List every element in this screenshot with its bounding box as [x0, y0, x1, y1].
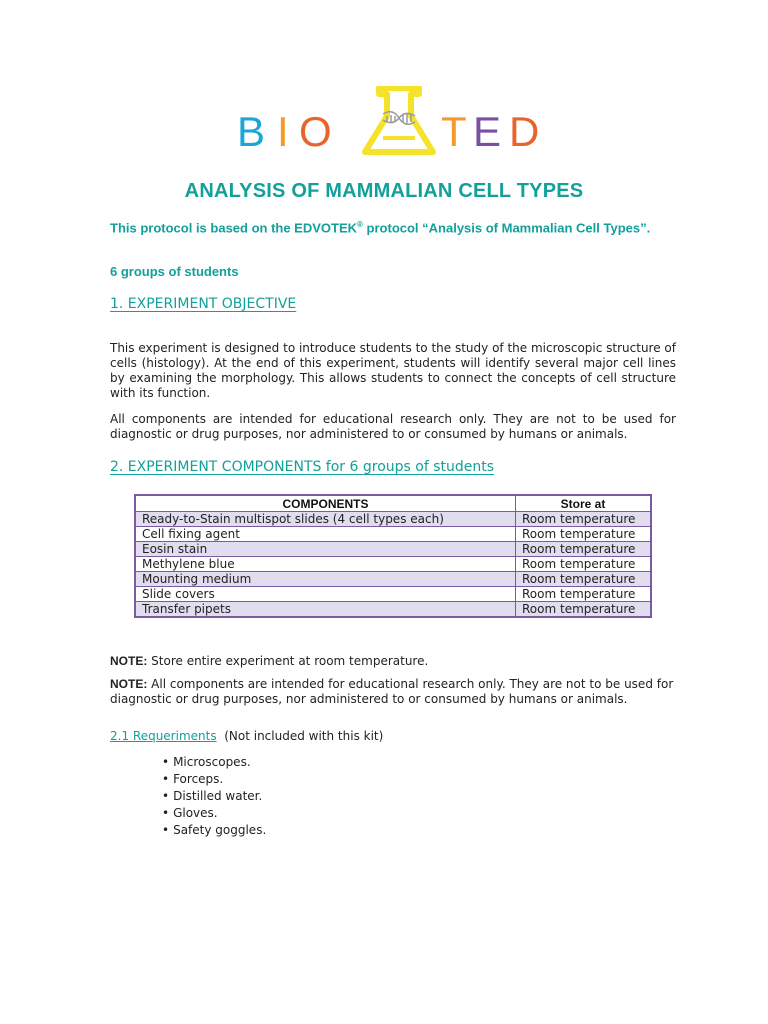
list-item: • Forceps.	[162, 771, 266, 788]
table-row	[135, 557, 651, 572]
requirements-suffix: (Not included with this kit)	[216, 729, 384, 743]
component-cell: Methylene blue	[135, 557, 516, 572]
objective-paragraph-1: This experiment is designed to introduce students to the study of the microscopic structure of cells (histology). At the end of this experiment, students will identify several major cell lines by examining the morphology. This allows students to connect the concepts of cell structure with its function.	[110, 341, 676, 400]
intro-text	[110, 216, 678, 236]
component-cell: Transfer pipets	[135, 602, 516, 618]
logo-letter-i: I	[277, 108, 289, 155]
component-cell: Mounting medium	[135, 572, 516, 587]
component-cell: Slide covers	[135, 587, 516, 602]
component-cell: Cell fixing agent	[135, 527, 516, 542]
column-header-components: COMPONENTS	[135, 495, 516, 512]
store-at-cell: Room temperature	[516, 542, 652, 557]
note-label: NOTE:	[110, 677, 148, 691]
table-row	[135, 512, 651, 527]
requirements-link[interactable]: 2.1 Requeriments	[110, 729, 217, 743]
logo-letter-d: D	[509, 108, 540, 155]
requirements-line	[110, 729, 383, 743]
list-item: • Safety goggles.	[162, 822, 266, 839]
registered-mark: ®	[357, 220, 363, 229]
table-row	[135, 587, 651, 602]
requirements-list	[162, 754, 266, 839]
store-at-cell: Room temperature	[516, 527, 652, 542]
component-cell: Ready-to-Stain multispot slides (4 cell types each)	[135, 512, 516, 527]
list-item: • Microscopes.	[162, 754, 266, 771]
page-title: ANALYSIS OF MAMMALIAN CELL TYPES	[184, 180, 584, 202]
list-item: • Distilled water.	[162, 788, 266, 805]
logo-letter-b: B	[237, 108, 268, 155]
section-1-heading: 1. EXPERIMENT OBJECTIVE	[110, 296, 297, 312]
store-at-cell: Room temperature	[516, 557, 652, 572]
logo-letter-e: E	[473, 108, 502, 155]
store-at-cell: Room temperature	[516, 587, 652, 602]
flask-icon	[365, 88, 433, 152]
note-label: NOTE:	[110, 654, 148, 668]
list-item: • Gloves.	[162, 805, 266, 822]
store-at-cell: Room temperature	[516, 572, 652, 587]
table-row	[135, 542, 651, 557]
groups-label: 6 groups of students	[110, 264, 239, 279]
table-row	[135, 527, 651, 542]
note-text: Store entire experiment at room temperature.	[147, 654, 429, 668]
note-storage	[110, 654, 676, 669]
column-header-store-at: Store at	[516, 495, 652, 512]
table-row	[135, 572, 651, 587]
store-at-cell: Room temperature	[516, 512, 652, 527]
note-usage	[110, 677, 676, 707]
intro-text-after: protocol “Analysis of Mammalian Cell Types”.	[362, 220, 651, 236]
table-header-row	[135, 495, 651, 512]
components-table	[134, 494, 652, 618]
bioted-logo	[233, 86, 553, 166]
store-at-cell: Room temperature	[516, 602, 652, 618]
table-row	[135, 602, 651, 618]
section-2-heading: 2. EXPERIMENT COMPONENTS for 6 groups of students	[110, 459, 495, 475]
objective-paragraph-2: All components are intended for educational research only. They are not to be used for diagnostic or drug purposes, nor administered to or consumed by humans or animals.	[110, 412, 676, 441]
intro-text-before: This protocol is based on the EDVOTEK	[110, 220, 358, 236]
component-cell: Eosin stain	[135, 542, 516, 557]
logo-letter-o: O	[299, 108, 332, 155]
note-text: All components are intended for educational research only. They are not to be used for diagnostic or drug purposes, nor administered to or consumed by humans or animals.	[110, 677, 674, 706]
logo-letter-t: T	[441, 108, 467, 155]
